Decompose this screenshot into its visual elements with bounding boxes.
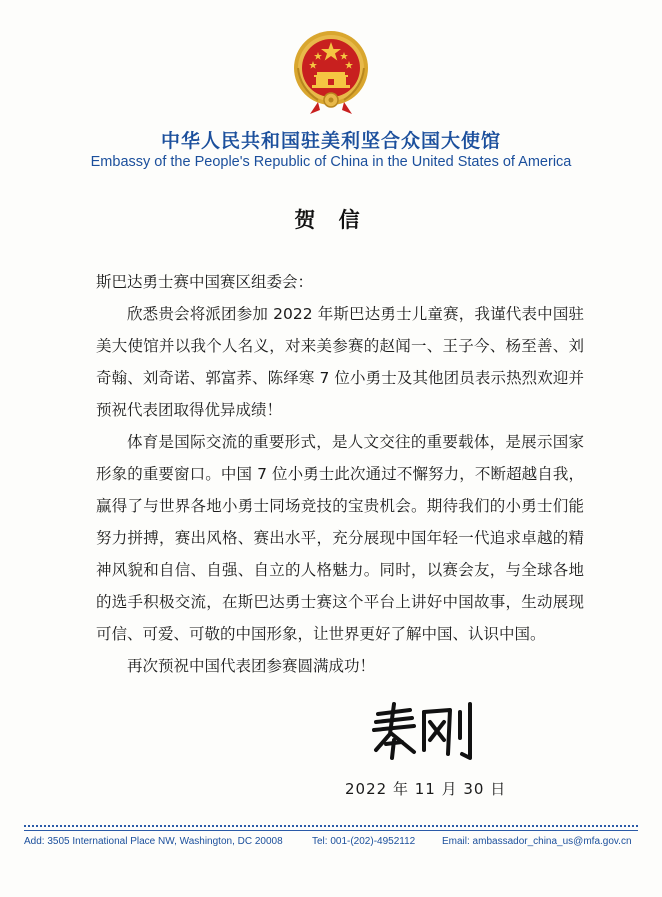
footer-email: Email: ambassador_china_us@mfa.gov.cn	[442, 836, 632, 847]
letter-paragraph-2: 体育是国际交流的重要形式，是人文交往的重要载体，是展示国家形象的重要窗口。中国 7 位小勇士此次通过不懈努力，不断超越自我，赢得了与世界各地小勇士同场竞技的宝贵机会。期待我们的小勇士们能努力拼搏，赛出风格、赛出水平，充分展现中国年轻一代追求卓越的精神风貌和自信、自强、自立的人格魅力。同时，以赛会友，与全球各地的选手积极交流，在斯巴达勇士赛这个平台上讲好中国故事，生动展现可信、可爱、可敬的中国形象，让世界更好了解中国、认识中国。	[96, 433, 584, 643]
footer-divider-line	[24, 830, 638, 831]
letter-body	[96, 266, 584, 682]
embassy-name-english: Embassy of the People's Republic of China in the United States of America	[90, 154, 572, 170]
national-emblem-icon	[292, 28, 370, 118]
letter-title: 贺 信	[294, 208, 368, 232]
letter-salutation: 斯巴达勇士赛中国赛区组委会：	[96, 273, 314, 291]
letter-paragraph-1: 欣悉贵会将派团参加 2022 年斯巴达勇士儿童赛，我谨代表中国驻美大使馆并以我个人名义，对来美参赛的赵闻一、王子今、杨至善、刘奇翰、刘奇诺、郭富荞、陈绎寒 7 位小勇士及其他团员表示热烈欢迎并预祝代表团取得优异成绩！	[96, 305, 584, 419]
embassy-name-chinese: 中华人民共和国驻美利坚合众国大使馆	[160, 130, 501, 152]
handwritten-signature	[368, 700, 478, 762]
letter-date: 2022 年 11 月 30 日	[345, 780, 507, 798]
letter-paragraph-3: 再次预祝中国代表团参赛圆满成功！	[127, 657, 376, 675]
footer-address: Add: 3505 International Place NW, Washington, DC 20008	[24, 836, 283, 847]
footer-divider-dotted	[24, 825, 638, 827]
footer-telephone: Tel: 001-(202)-4952112	[312, 836, 416, 847]
